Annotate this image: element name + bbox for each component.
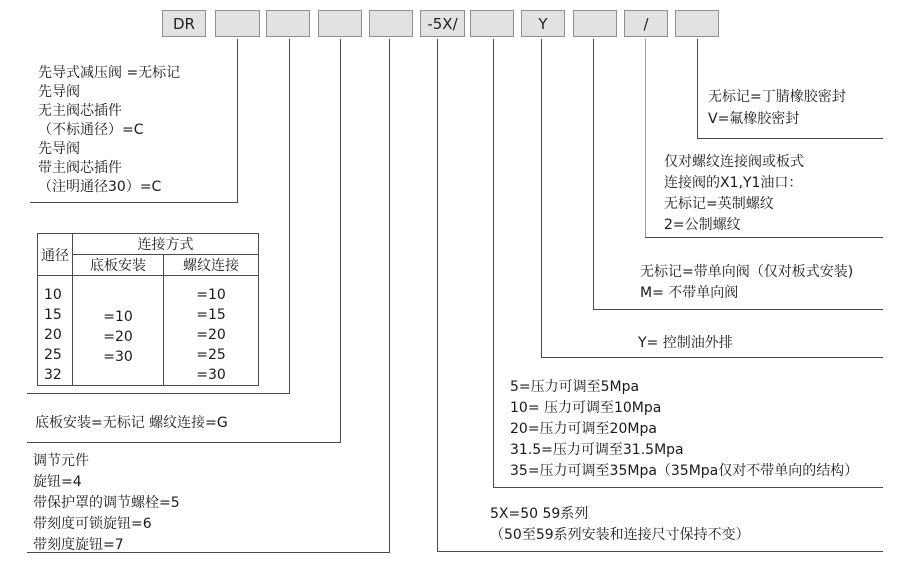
table-cell-value: 10 xyxy=(44,287,62,303)
code-box-label: DR xyxy=(173,14,195,33)
ports-legend xyxy=(664,152,804,236)
code-box-ports-separator xyxy=(624,10,668,37)
code-box-label: -5X/ xyxy=(427,14,458,33)
legend-line: 旋钮=4 xyxy=(33,474,82,490)
connector-pressure-hline xyxy=(493,487,883,488)
table-cell-value: =20 xyxy=(196,327,226,343)
table-cell-value: =10 xyxy=(103,309,133,325)
legend-line: 5X=50 59系列 xyxy=(490,506,589,522)
table-cell-value: 32 xyxy=(44,367,62,383)
legend-line: 先导阀 xyxy=(38,141,80,157)
code-box-seal xyxy=(675,10,719,37)
table-cell-value: 15 xyxy=(44,307,62,323)
legend-line: 10= 压力可调至10Mpa xyxy=(510,400,662,416)
legend-line: M= 不带单向阀 xyxy=(640,285,739,301)
connector-drain-vline xyxy=(541,39,542,357)
table-cell-value: =25 xyxy=(196,347,226,363)
code-box-label: Y xyxy=(538,14,548,33)
legend-line: 调节元件 xyxy=(33,453,89,469)
legend-line: 先导式减压阀 =无标记 xyxy=(38,65,181,81)
mounting-legend xyxy=(35,414,228,433)
legend-line: 35=压力可调至35Mpa（35Mpa仅对不带单向的结构） xyxy=(510,463,859,479)
code-box-label: / xyxy=(643,14,649,33)
connector-diameter-vline xyxy=(289,39,290,393)
code-box-check-valve xyxy=(573,10,617,37)
legend-line: 带保护罩的调节螺栓=5 xyxy=(33,495,180,511)
connector-series-vline xyxy=(437,39,438,552)
diameter-table-header-threaded: 螺纹连接 xyxy=(164,255,259,276)
legend-line: （不标通径）=C xyxy=(38,122,144,138)
connector-seal-vline xyxy=(697,39,698,138)
legend-line: V=氟橡胶密封 xyxy=(708,111,800,127)
legend-line: （注明通径30）=C xyxy=(38,179,162,195)
code-box-diameter xyxy=(266,10,310,37)
adjustment-legend xyxy=(33,451,180,556)
diameter-table-col-diameters xyxy=(38,276,73,386)
valve-type-legend xyxy=(38,64,180,197)
legend-line: 2=公制螺纹 xyxy=(664,217,741,233)
diameter-table-header-connection: 连接方式 xyxy=(73,234,259,255)
table-cell-value: 25 xyxy=(44,347,62,363)
check-valve-legend xyxy=(640,262,853,304)
table-cell-value: =15 xyxy=(196,307,226,323)
legend-line: 5=压力可调至5Mpa xyxy=(510,379,640,395)
legend-line: 带刻度旋钮=7 xyxy=(33,537,124,553)
legend-line: 带刻度可锁旋钮=6 xyxy=(33,516,152,532)
connector-seal-hline xyxy=(697,138,883,139)
legend-line: 无主阀芯插件 xyxy=(38,103,122,119)
legend-line: 无标记=英制螺纹 xyxy=(664,196,774,212)
legend-line: 先导阀 xyxy=(38,84,80,100)
code-box-connection xyxy=(318,10,362,37)
connector-check-valve-hline xyxy=(593,309,883,310)
legend-line: 仅对螺纹连接阀或板式 xyxy=(664,154,804,170)
drain-legend xyxy=(638,334,733,353)
table-cell-value: =10 xyxy=(196,287,226,303)
table-cell-value: =20 xyxy=(103,329,133,345)
connector-valve-type-vline xyxy=(237,39,238,202)
connector-adjustment-vline xyxy=(389,39,390,552)
legend-line: 31.5=压力可调至31.5Mpa xyxy=(510,442,684,458)
legend-line: 20=压力可调至20Mpa xyxy=(510,421,657,437)
connector-pressure-vline xyxy=(493,39,494,487)
diameter-table-col-subplate xyxy=(73,276,164,386)
code-box-drain xyxy=(521,10,565,37)
connector-drain-hline xyxy=(541,357,883,358)
code-box-valve-type xyxy=(215,10,260,37)
legend-line: 无标记=丁腈橡胶密封 xyxy=(708,89,846,105)
code-box-adjustment xyxy=(369,10,413,37)
legend-line: （50至59系列安装和连接尺寸保持不变） xyxy=(490,527,750,543)
diameter-table xyxy=(37,233,259,386)
legend-line: 连接阀的X1,Y1油口： xyxy=(664,175,803,191)
legend-line: Y= 控制油外排 xyxy=(638,335,733,351)
code-box-series xyxy=(420,10,465,37)
connector-mounting-hline xyxy=(27,442,341,443)
pressure-legend xyxy=(510,377,858,482)
connector-series-hline xyxy=(437,551,883,552)
connector-diameter-hline xyxy=(27,393,290,394)
connector-ports-hline xyxy=(645,237,883,238)
seal-legend xyxy=(708,86,846,130)
diameter-table-header-subplate: 底板安装 xyxy=(73,255,164,276)
connector-valve-type-hline xyxy=(30,202,238,203)
table-cell-value: =30 xyxy=(103,349,133,365)
code-box-pressure xyxy=(470,10,514,37)
diameter-table-col-threaded xyxy=(164,276,259,386)
table-cell-value: 20 xyxy=(44,327,62,343)
legend-line: 底板安装=无标记 螺纹连接=G xyxy=(35,415,228,431)
series-legend xyxy=(490,504,750,546)
legend-line: 带主阀芯插件 xyxy=(38,160,122,176)
connector-check-valve-vline xyxy=(593,39,594,309)
code-box-model-prefix xyxy=(162,10,206,37)
connector-ports-vline xyxy=(645,39,646,237)
legend-line: 无标记=带单向阀（仅对板式安装) xyxy=(640,264,854,280)
table-cell-value: =30 xyxy=(196,367,226,383)
diameter-table-header-diameter: 通径 xyxy=(38,234,73,276)
connector-mounting-vline xyxy=(340,39,341,442)
